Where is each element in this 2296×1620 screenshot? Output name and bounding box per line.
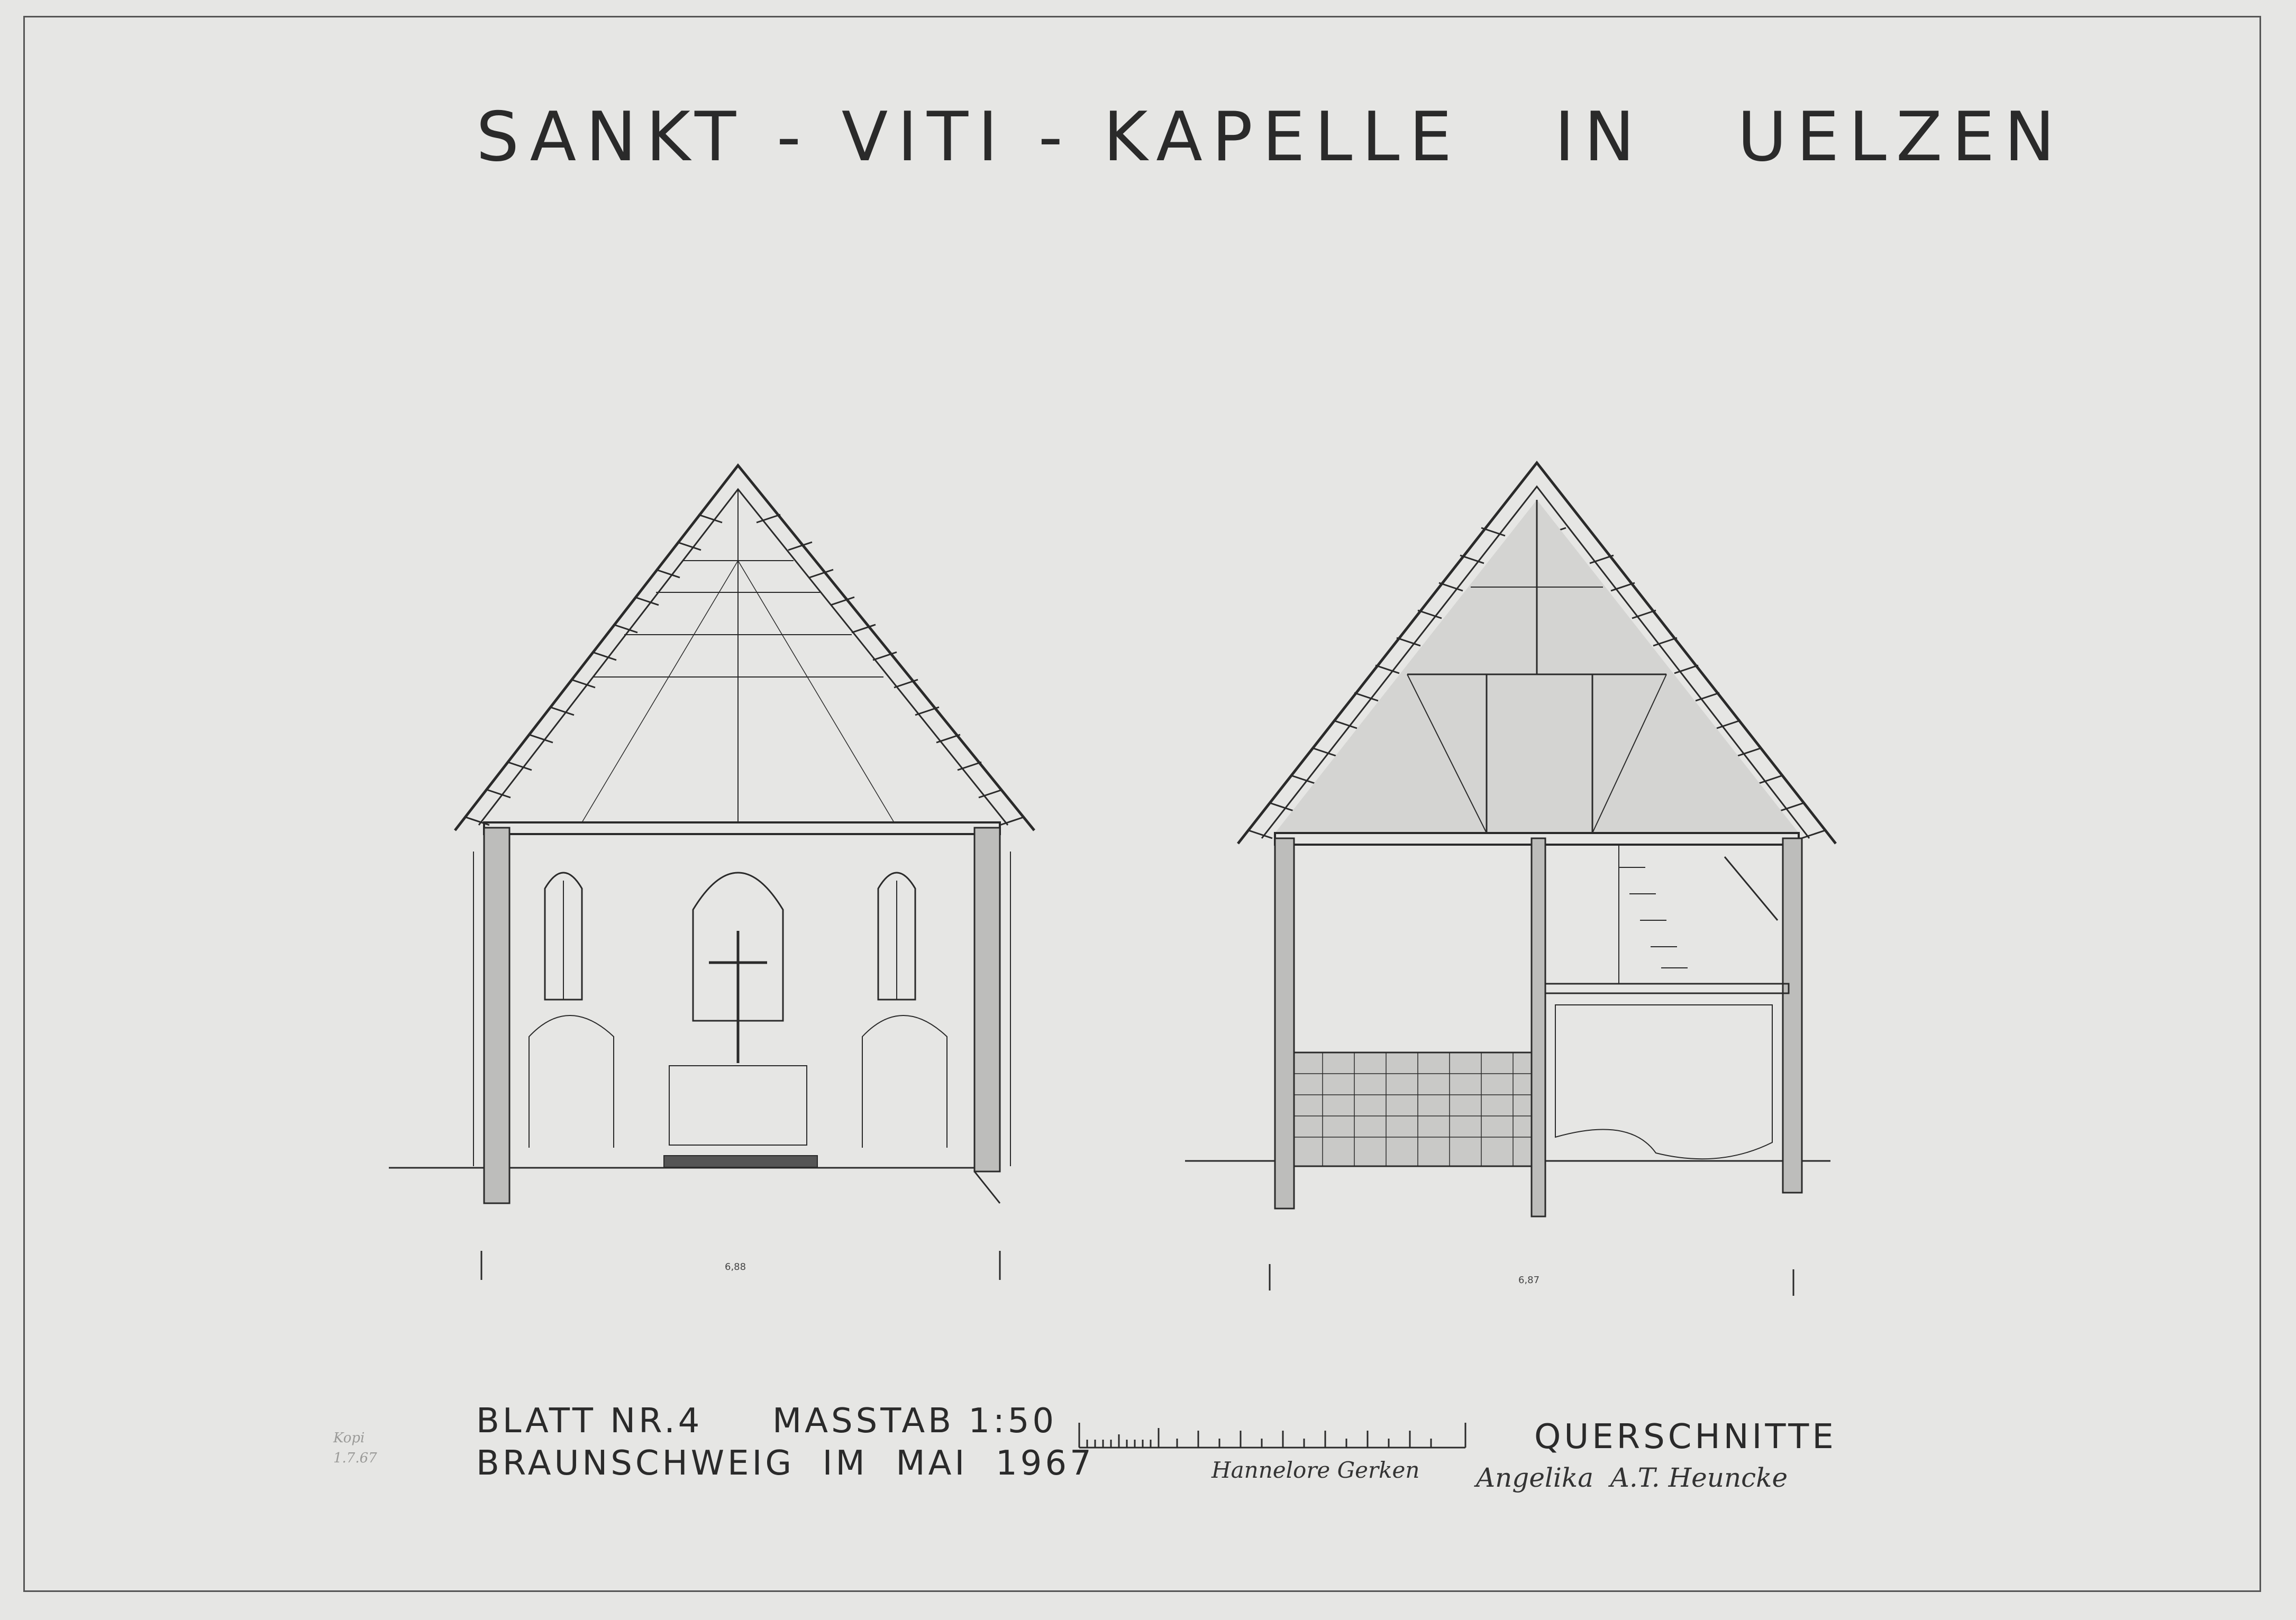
content-label: QUERSCHNITTE: [1534, 1417, 1837, 1457]
signature-2: Angelika A.T. Heuncke: [1476, 1462, 1788, 1493]
signature-1: Hannelore Gerken: [1211, 1457, 1420, 1483]
scale-label: MASSTAB 1:50: [772, 1402, 1058, 1441]
scale-bar: [1079, 1423, 1465, 1448]
left-width-dimension: 6,88: [725, 1261, 746, 1273]
drawing-title: SANKT - VITI - KAPELLE IN UELZEN: [476, 98, 2065, 177]
pencil-annotation: Kopi 1.7.67: [333, 1430, 377, 1466]
place-date-label: BRAUNSCHWEIG IM MAI 1967: [476, 1444, 1095, 1483]
sheet-number: BLATT NR.4: [476, 1402, 703, 1441]
right-width-dimension: 6,87: [1518, 1275, 1540, 1286]
left-cross-section: [389, 465, 1034, 1280]
right-cross-section: [1185, 463, 1836, 1296]
